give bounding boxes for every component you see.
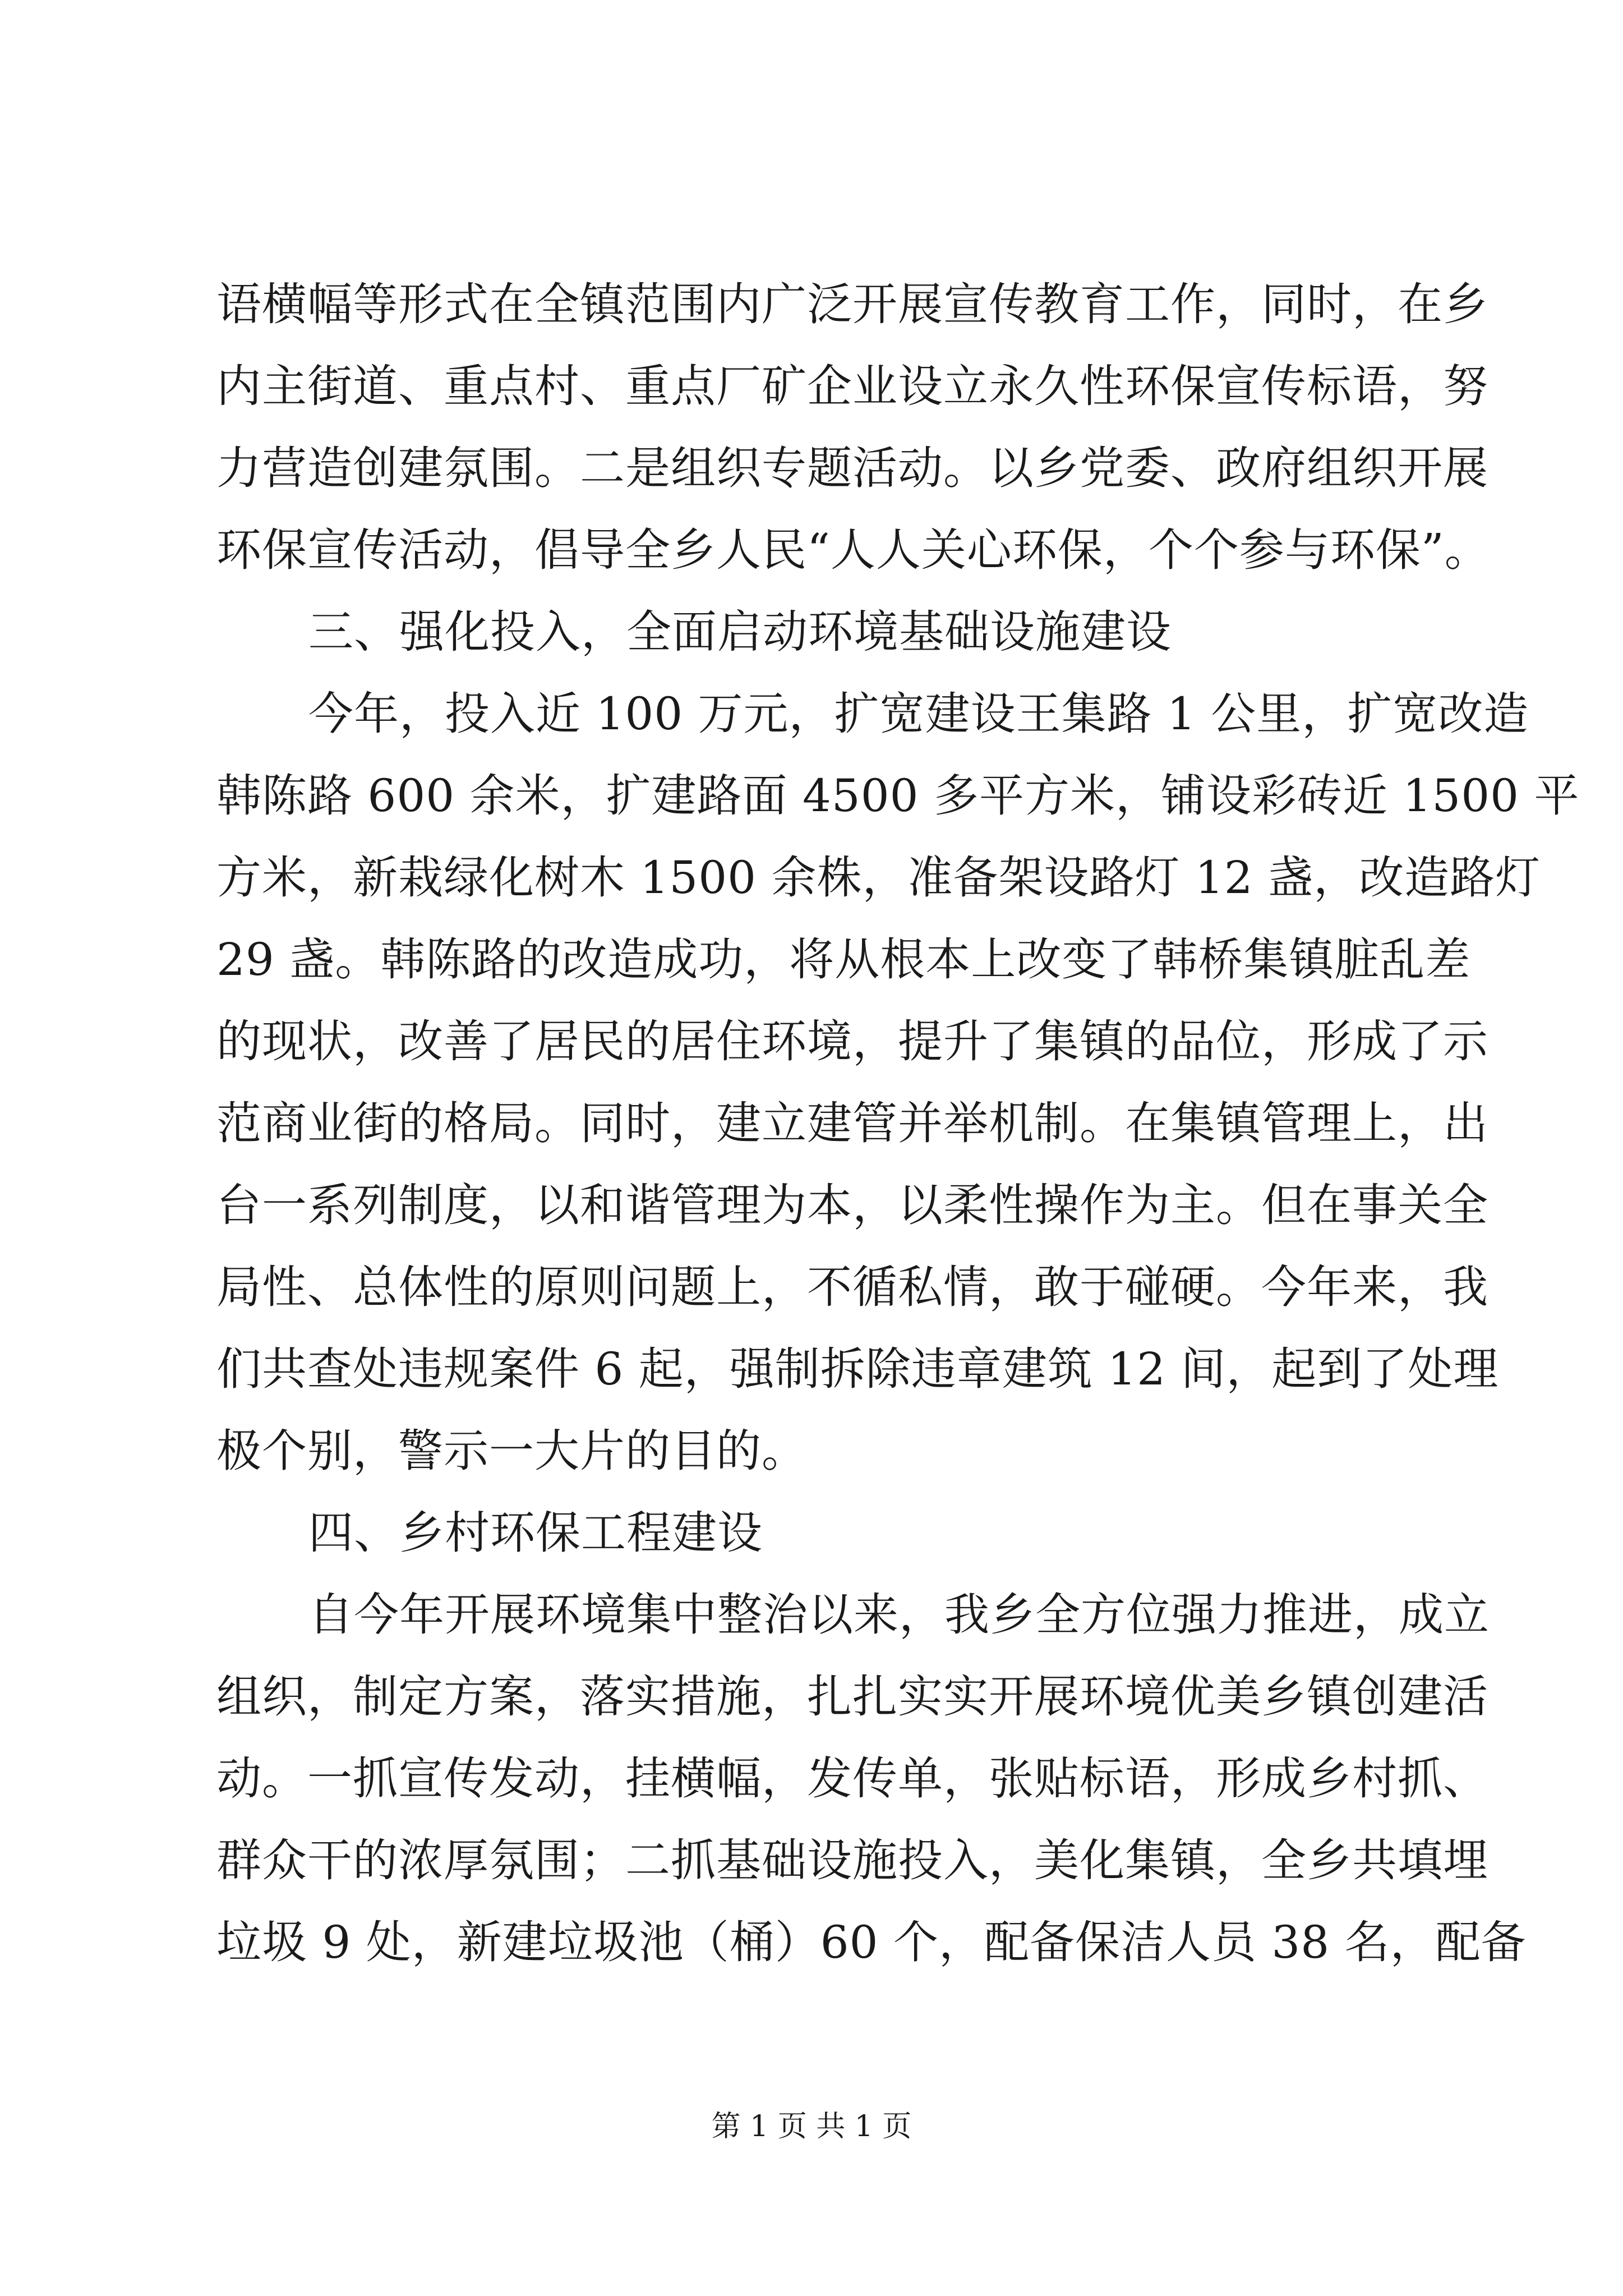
section-heading-3: 三、强化投入，全面启动环境基础设施建设: [308, 606, 1172, 658]
body-line: 组织，制定方案，落实措施，扎扎实实开展环境优美乡镇创建活: [216, 1671, 1488, 1723]
body-line: 内主街道、重点村、重点厂矿企业设立永久性环保宣传标语，努: [216, 360, 1488, 412]
document-body: [216, 264, 1580, 1984]
body-line: 力营造创建氛围。二是组织专题活动。以乡党委、政府组织开展: [216, 442, 1488, 494]
body-line: 韩陈路 600 余米，扩建路面 4500 多平方米，铺设彩砖近 1500 平: [216, 770, 1580, 822]
body-line: 环保宣传活动，倡导全乡人民“人人关心环保，个个参与环保”。: [216, 524, 1490, 576]
body-line: 动。一抓宣传发动，挂横幅，发传单，张贴标语，形成乡村抓、: [216, 1752, 1488, 1805]
page-number-label: 第 1 页 共 1 页: [711, 2110, 912, 2143]
body-line: 们共查处违规案件 6 起，强制拆除违章建筑 12 间，起到了处理: [216, 1343, 1499, 1395]
body-line: 极个别，警示一大片的目的。: [216, 1425, 807, 1477]
body-line: 自今年开展环境集中整治以来，我乡全方位强力推进，成立: [308, 1589, 1490, 1641]
body-line: 方米，新栽绿化树木 1500 余株，准备架设路灯 12 盏，改造路灯: [216, 852, 1541, 904]
body-line: 的现状，改善了居民的居住环境，提升了集镇的品位，形成了示: [216, 1015, 1488, 1068]
section-heading-4: 四、乡村环保工程建设: [308, 1507, 763, 1559]
body-line: 范商业街的格局。同时，建立建管并举机制。在集镇管理上，出: [216, 1097, 1488, 1149]
body-line: 群众干的浓厚氛围；二抓基础设施投入，美化集镇，全乡共填埋: [216, 1834, 1488, 1887]
page-footer: [0, 2107, 1623, 2146]
body-line: 局性、总体性的原则问题上，不循私情，敢于碰硬。今年来，我: [216, 1261, 1488, 1313]
body-line: 垃圾 9 处，新建垃圾池（桶）60 个，配备保洁人员 38 名，配备: [216, 1916, 1527, 1968]
body-line: 29 盏。韩陈路的改造成功，将从根本上改变了韩桥集镇脏乱差: [216, 933, 1471, 986]
body-line: 台一系列制度，以和谐管理为本，以柔性操作为主。但在事关全: [216, 1179, 1488, 1231]
body-line: 今年，投入近 100 万元，扩宽建设王集路 1 公里，扩宽改造: [308, 688, 1529, 740]
body-line: 语横幅等形式在全镇范围内广泛开展宣传教育工作，同时，在乡: [216, 278, 1488, 330]
